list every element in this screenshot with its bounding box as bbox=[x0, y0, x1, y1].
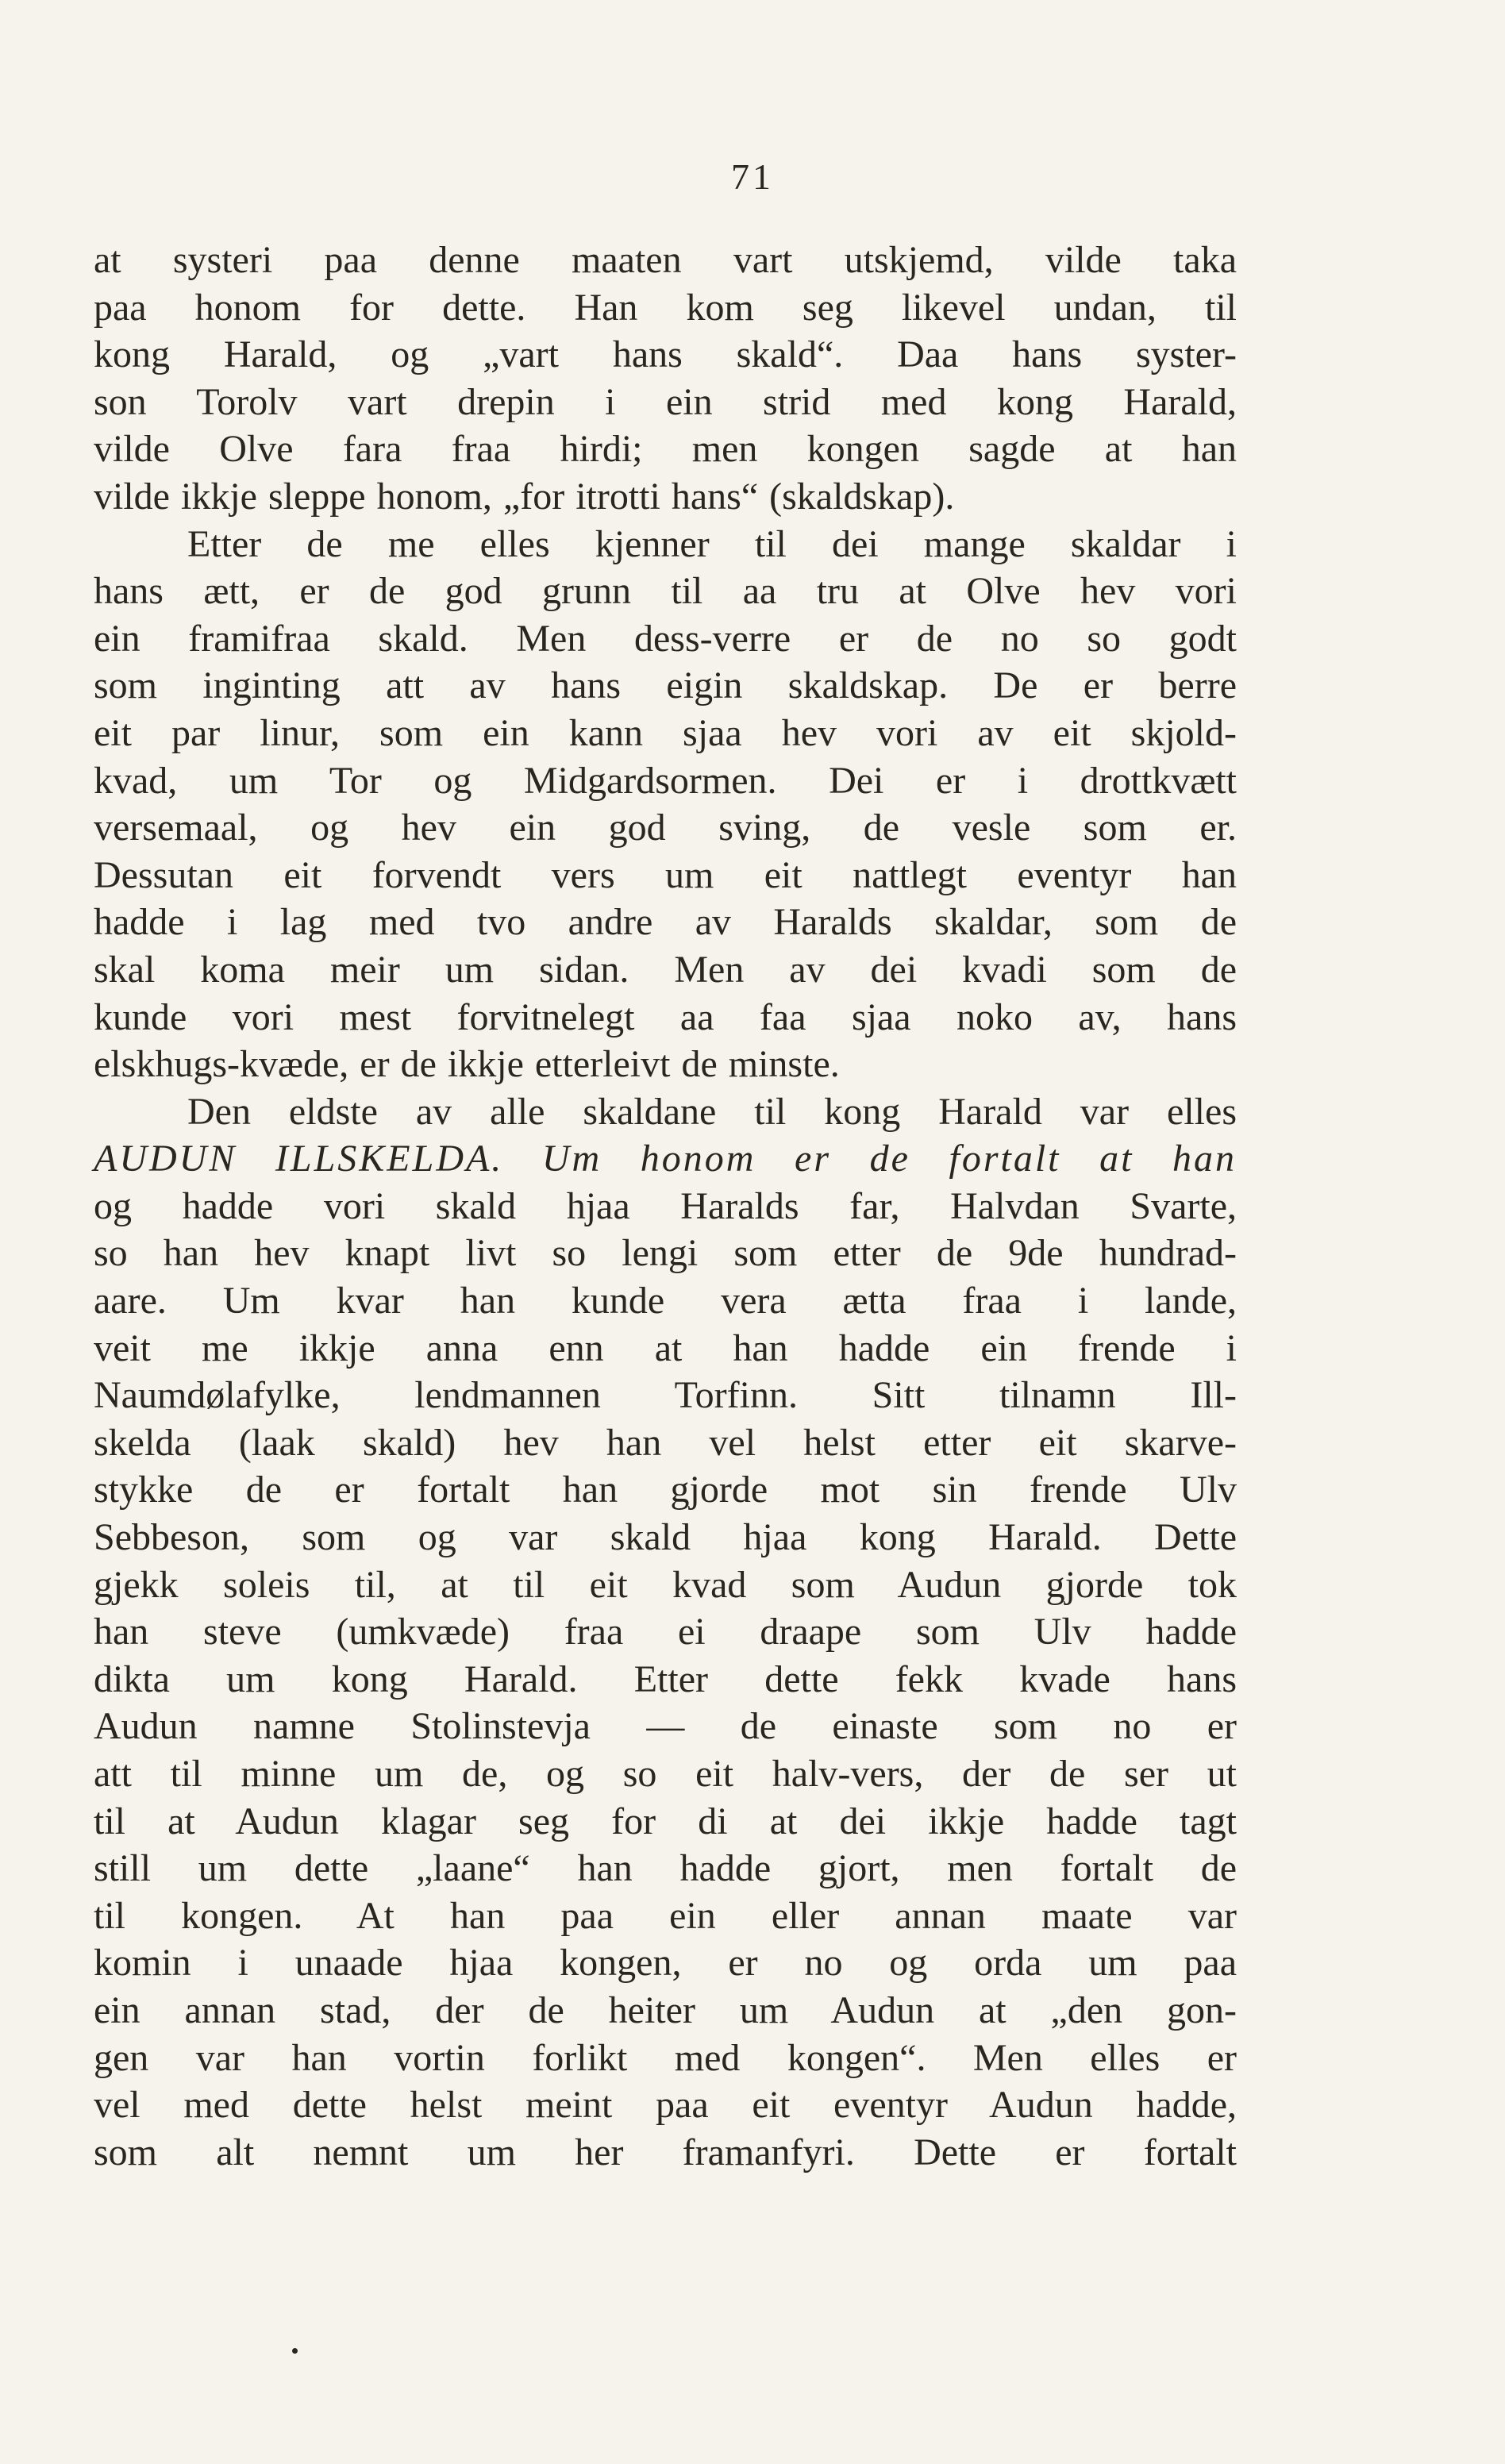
text-line: og hadde vori skald hjaa Haralds far, Halvdan Svarte, bbox=[94, 1184, 1237, 1227]
text-line: hadde i lag med tvo andre av Haralds skaldar, som de bbox=[94, 901, 1237, 944]
text-line: som alt nemnt um her framanfyri. Dette er fortalt bbox=[94, 2131, 1237, 2173]
page-number: 71 bbox=[731, 156, 774, 197]
text-line: AUDUN ILLSKELDA. Um honom er de fortalt at han bbox=[94, 1138, 1237, 1180]
text-line: vilde ikkje sleppe honom, „for itrotti hans“ (skaldskap). bbox=[94, 475, 955, 518]
text-line: komin i unaade hjaa kongen, er no og orda um paa bbox=[94, 1942, 1237, 1985]
text-line: son Torolv vart drepin i ein strid med kong Harald, bbox=[94, 380, 1237, 423]
ink-speck bbox=[292, 2348, 298, 2354]
body-text bbox=[94, 237, 1237, 2176]
text-line: kvad, um Tor og Midgardsormen. Dei er i drottkvætt bbox=[94, 759, 1237, 802]
text-line: vilde Olve fara fraa hirdi; men kongen sagde at han bbox=[94, 428, 1237, 471]
text-line: Sebbeson, som og var skald hjaa kong Harald. Dette bbox=[94, 1516, 1237, 1559]
text-line: Naumdølafylke, lendmannen Torfinn. Sitt tilnamn Ill- bbox=[94, 1374, 1237, 1417]
text-line: hans ætt, er de god grunn til aa tru at Olve hev vori bbox=[94, 570, 1237, 613]
text-line: at systeri paa denne maaten vart utskjemd, vilde taka bbox=[94, 239, 1237, 281]
text-line: som inginting att av hans eigin skaldskap. De er berre bbox=[94, 664, 1237, 707]
text-line: gjekk soleis til, at til eit kvad som Audun gjorde tok bbox=[94, 1563, 1237, 1606]
text-line: vel med dette helst meint paa eit eventyr Audun hadde, bbox=[94, 2084, 1237, 2127]
text-line: ein annan stad, der de heiter um Audun at „den gon- bbox=[94, 1989, 1237, 2031]
text-line: han steve (umkvæde) fraa ei draape som Ulv hadde bbox=[94, 1611, 1237, 1654]
text-line: Dessutan eit forvendt vers um eit nattlegt eventyr han bbox=[94, 853, 1237, 896]
text-line: skal koma meir um sidan. Men av dei kvadi som de bbox=[94, 948, 1237, 991]
text-line: kunde vori mest forvitnelegt aa faa sjaa noko av, hans bbox=[94, 995, 1237, 1038]
text-line: paa honom for dette. Han kom seg likevel undan, til bbox=[94, 286, 1237, 329]
text-line: Den eldste av alle skaldane til kong Harald var elles bbox=[187, 1090, 1237, 1133]
text-line: still um dette „laane“ han hadde gjort, men fortalt de bbox=[94, 1847, 1237, 1890]
text-line: elskhugs-kvæde, er de ikkje etterleivt de minste. bbox=[94, 1043, 840, 1086]
text-line: Etter de me elles kjenner til dei mange skaldar i bbox=[187, 522, 1237, 565]
text-line: Audun namne Stolinstevja — de einaste som no er bbox=[94, 1705, 1237, 1748]
text-line: so han hev knapt livt so lengi som etter de 9de hundrad- bbox=[94, 1232, 1237, 1275]
text-line: veit me ikkje anna enn at han hadde ein frende i bbox=[94, 1326, 1237, 1369]
text-line: att til minne um de, og so eit halv-vers, der de ser ut bbox=[94, 1753, 1237, 1795]
text-line: versemaal, og hev ein god sving, de vesle som er. bbox=[94, 807, 1237, 849]
text-line: stykke de er fortalt han gjorde mot sin frende Ulv bbox=[94, 1469, 1237, 1511]
text-line: aare. Um kvar han kunde vera ætta fraa i lande, bbox=[94, 1280, 1237, 1322]
text-line: dikta um kong Harald. Etter dette fekk kvade hans bbox=[94, 1657, 1237, 1700]
text-line: eit par linur, som ein kann sjaa hev vori av eit skjold- bbox=[94, 711, 1237, 754]
text-line: til kongen. At han paa ein eller annan maate var bbox=[94, 1894, 1237, 1937]
text-line: kong Harald, og „vart hans skald“. Daa hans syster- bbox=[94, 333, 1237, 376]
text-line: til at Audun klagar seg for di at dei ikkje hadde tagt bbox=[94, 1800, 1237, 1842]
text-line: gen var han vortin forlikt med kongen“. Men elles er bbox=[94, 2036, 1237, 2079]
text-line: ein framifraa skald. Men dess-verre er de no so godt bbox=[94, 617, 1237, 660]
text-line: skelda (laak skald) hev han vel helst etter eit skarve- bbox=[94, 1421, 1237, 1464]
